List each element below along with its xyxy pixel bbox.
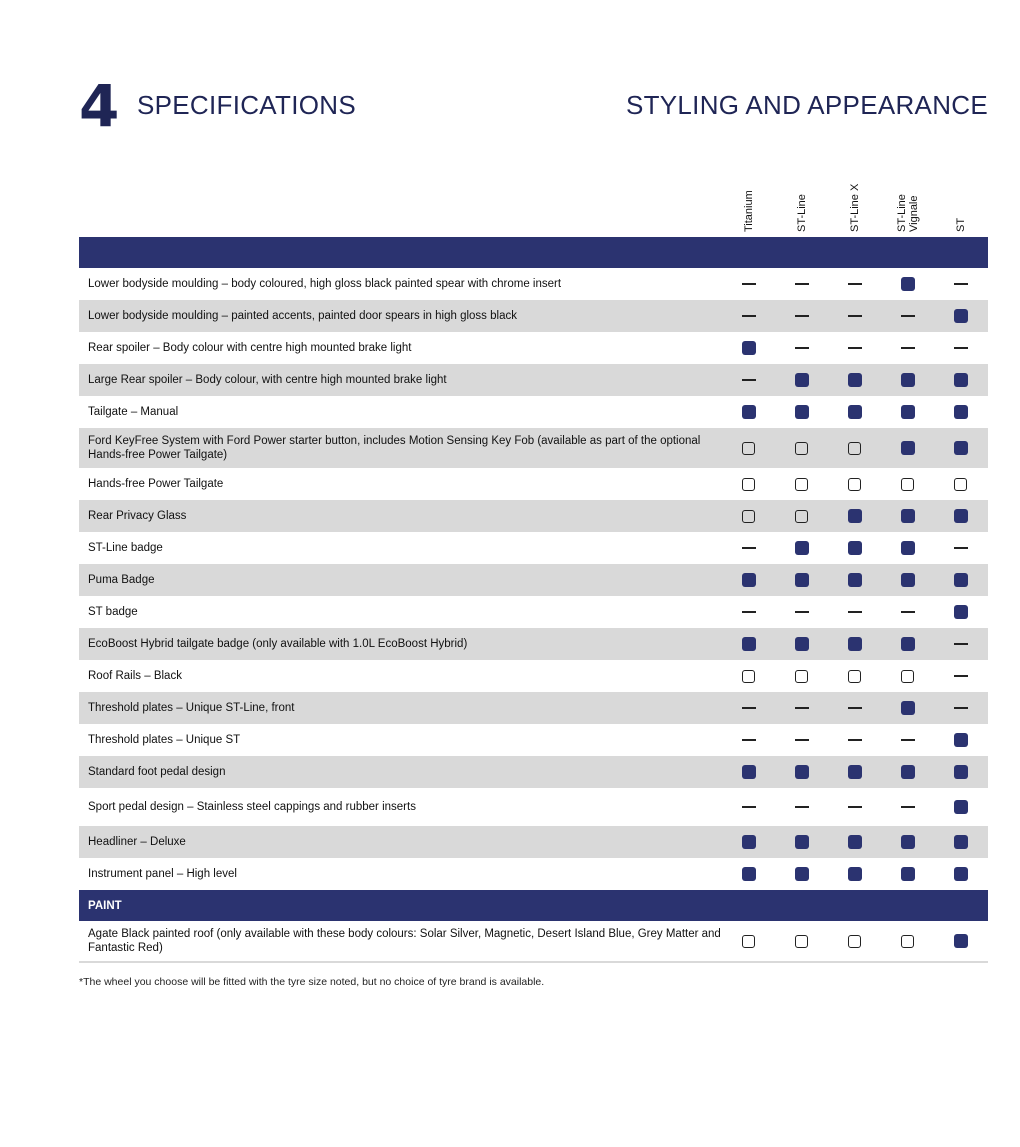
feature-label: Rear spoiler – Body colour with centre high mounted brake light (88, 342, 412, 354)
availability-cell (828, 541, 881, 555)
standard-icon (954, 800, 968, 814)
availability-cell (828, 509, 881, 523)
standard-icon (954, 573, 968, 587)
availability-cell (775, 347, 828, 349)
availability-cell (934, 765, 987, 779)
not-available-icon (795, 739, 809, 741)
availability-cell (881, 478, 934, 491)
section-number: 4 (79, 72, 118, 140)
standard-icon (742, 637, 756, 651)
not-available-icon (742, 739, 756, 741)
option-icon (742, 442, 755, 455)
availability-cell (775, 670, 828, 683)
standard-icon (901, 701, 915, 715)
column-header-label: ST-Line Vignale (895, 194, 920, 232)
not-available-icon (742, 315, 756, 317)
not-available-icon (795, 347, 809, 349)
option-icon (742, 478, 755, 491)
standard-icon (954, 867, 968, 881)
standard-icon (742, 405, 756, 419)
feature-label: Instrument panel – High level (88, 868, 237, 880)
not-available-icon (848, 739, 862, 741)
standard-icon (901, 509, 915, 523)
availability-cell (775, 405, 828, 419)
availability-cell (828, 478, 881, 491)
not-available-icon (742, 547, 756, 549)
not-available-icon (742, 611, 756, 613)
availability-cell (775, 510, 828, 523)
footnote: *The wheel you choose will be fitted with the tyre size noted, but no choice of tyre brand is available. (79, 976, 545, 988)
column-header-label: ST-Line (795, 194, 808, 232)
option-icon (901, 935, 914, 948)
availability-cell (934, 573, 987, 587)
standard-icon (848, 765, 862, 779)
availability-cell (934, 605, 987, 619)
feature-label: Headliner – Deluxe (88, 836, 186, 848)
table-row (79, 364, 988, 396)
standard-icon (901, 405, 915, 419)
availability-cell (722, 341, 775, 355)
availability-cell (722, 867, 775, 881)
table-row (79, 692, 988, 724)
not-available-icon (901, 315, 915, 317)
availability-cell (881, 806, 934, 808)
availability-cell (722, 935, 775, 948)
standard-icon (848, 637, 862, 651)
table-row (79, 468, 988, 500)
section-band (79, 237, 988, 268)
availability-cell (828, 670, 881, 683)
feature-label: Threshold plates – Unique ST (88, 734, 241, 746)
table-row (79, 756, 988, 788)
not-available-icon (795, 283, 809, 285)
not-available-icon (742, 379, 756, 381)
standard-icon (848, 835, 862, 849)
standard-icon (795, 373, 809, 387)
option-icon (848, 478, 861, 491)
option-icon (742, 935, 755, 948)
option-icon (742, 670, 755, 683)
option-icon (742, 510, 755, 523)
table-row (79, 268, 988, 300)
availability-cell (775, 315, 828, 317)
availability-cell (828, 283, 881, 285)
availability-cell (722, 806, 775, 808)
availability-cell (722, 283, 775, 285)
availability-cell (775, 541, 828, 555)
not-available-icon (954, 283, 968, 285)
table-row (79, 858, 988, 890)
option-icon (795, 478, 808, 491)
availability-cell (881, 441, 934, 455)
option-icon (795, 670, 808, 683)
availability-cell (722, 405, 775, 419)
standard-icon (795, 637, 809, 651)
feature-label: Threshold plates – Unique ST-Line, front (88, 702, 295, 714)
feature-label: Puma Badge (88, 574, 155, 586)
not-available-icon (954, 643, 968, 645)
feature-label: Roof Rails – Black (88, 670, 182, 682)
option-icon (901, 478, 914, 491)
availability-cell (775, 442, 828, 455)
option-icon (795, 442, 808, 455)
table-row (79, 826, 988, 858)
availability-cell (722, 478, 775, 491)
standard-icon (901, 835, 915, 849)
standard-icon (901, 867, 915, 881)
column-header (775, 170, 828, 234)
availability-cell (881, 611, 934, 613)
availability-cell (828, 637, 881, 651)
availability-cell (934, 347, 987, 349)
standard-icon (848, 405, 862, 419)
availability-cell (722, 315, 775, 317)
table-row (79, 921, 988, 961)
feature-label: Sport pedal design – Stainless steel cappings and rubber inserts (88, 801, 416, 813)
standard-icon (954, 765, 968, 779)
not-available-icon (795, 315, 809, 317)
availability-cell (775, 935, 828, 948)
availability-cell (934, 643, 987, 645)
availability-cell (775, 373, 828, 387)
availability-cell (722, 739, 775, 741)
standard-icon (742, 765, 756, 779)
not-available-icon (954, 707, 968, 709)
standard-icon (901, 373, 915, 387)
standard-icon (795, 765, 809, 779)
availability-cell (934, 283, 987, 285)
not-available-icon (901, 806, 915, 808)
availability-cell (934, 478, 987, 491)
page-title: STYLING AND APPEARANCE (625, 90, 988, 120)
availability-cell (722, 510, 775, 523)
section-band: PAINT (79, 890, 988, 921)
option-icon (954, 478, 967, 491)
availability-cell (934, 309, 987, 323)
availability-cell (934, 835, 987, 849)
availability-cell (881, 935, 934, 948)
availability-cell (775, 283, 828, 285)
availability-cell (881, 739, 934, 741)
standard-icon (954, 373, 968, 387)
availability-cell (775, 806, 828, 808)
not-available-icon (742, 707, 756, 709)
not-available-icon (901, 347, 915, 349)
standard-icon (795, 541, 809, 555)
availability-cell (775, 867, 828, 881)
not-available-icon (742, 283, 756, 285)
availability-cell (722, 573, 775, 587)
column-header-label: ST (954, 217, 967, 232)
not-available-icon (954, 547, 968, 549)
availability-cell (775, 611, 828, 613)
feature-label: ST badge (88, 606, 138, 618)
availability-cell (934, 675, 987, 677)
feature-label: Agate Black painted roof (only available with these body colours: Solar Silver, Magnetic, Desert Island Blue, Grey Matter and Fantastic Red) (88, 928, 721, 954)
feature-label: Ford KeyFree System with Ford Power starter button, includes Motion Sensing Key Fob (available as part of the optional Hands-free Power Tailgate) (88, 435, 701, 461)
not-available-icon (795, 611, 809, 613)
not-available-icon (848, 283, 862, 285)
not-available-icon (848, 707, 862, 709)
feature-label: Lower bodyside moulding – painted accents, painted door spears in high gloss black (88, 310, 517, 322)
availability-cell (934, 405, 987, 419)
availability-cell (881, 835, 934, 849)
standard-icon (901, 277, 915, 291)
availability-cell (881, 373, 934, 387)
availability-cell (722, 379, 775, 381)
option-icon (795, 935, 808, 948)
standard-icon (954, 509, 968, 523)
availability-cell (775, 637, 828, 651)
availability-cell (722, 442, 775, 455)
availability-cell (828, 867, 881, 881)
standard-icon (742, 867, 756, 881)
not-available-icon (901, 611, 915, 613)
availability-cell (881, 573, 934, 587)
not-available-icon (901, 739, 915, 741)
availability-cell (881, 509, 934, 523)
standard-icon (954, 309, 968, 323)
feature-label: ST-Line badge (88, 542, 163, 554)
standard-icon (742, 341, 756, 355)
standard-icon (848, 867, 862, 881)
availability-cell (934, 934, 987, 948)
standard-icon (954, 934, 968, 948)
option-icon (848, 442, 861, 455)
table-row (79, 396, 988, 428)
availability-cell (881, 765, 934, 779)
availability-cell (934, 800, 987, 814)
standard-icon (954, 605, 968, 619)
standard-icon (901, 541, 915, 555)
standard-icon (901, 441, 915, 455)
feature-label: Rear Privacy Glass (88, 510, 187, 522)
table-row (79, 788, 988, 826)
not-available-icon (795, 806, 809, 808)
column-header-label: Titanium (742, 190, 755, 232)
feature-label: Lower bodyside moulding – body coloured, high gloss black painted spear with chrome insert (88, 278, 562, 290)
availability-cell (828, 347, 881, 349)
availability-cell (934, 373, 987, 387)
availability-cell (722, 765, 775, 779)
availability-cell (828, 739, 881, 741)
not-available-icon (848, 611, 862, 613)
standard-icon (795, 835, 809, 849)
availability-cell (881, 277, 934, 291)
availability-cell (881, 541, 934, 555)
table-row (79, 532, 988, 564)
table-row (79, 628, 988, 660)
availability-cell (828, 611, 881, 613)
availability-cell (934, 867, 987, 881)
option-icon (901, 670, 914, 683)
availability-cell (775, 573, 828, 587)
feature-label: Tailgate – Manual (88, 406, 179, 418)
section-title: SPECIFICATIONS (137, 90, 356, 120)
standard-icon (742, 573, 756, 587)
availability-cell (828, 707, 881, 709)
availability-cell (775, 835, 828, 849)
not-available-icon (848, 806, 862, 808)
feature-label: Hands-free Power Tailgate (88, 478, 224, 490)
not-available-icon (954, 675, 968, 677)
column-header (934, 170, 987, 234)
availability-cell (881, 867, 934, 881)
availability-cell (881, 670, 934, 683)
standard-icon (795, 867, 809, 881)
availability-cell (881, 637, 934, 651)
availability-cell (828, 835, 881, 849)
availability-cell (722, 670, 775, 683)
standard-icon (954, 441, 968, 455)
option-icon (795, 510, 808, 523)
standard-icon (954, 405, 968, 419)
availability-cell (934, 707, 987, 709)
table-row (79, 500, 988, 532)
standard-icon (954, 733, 968, 747)
column-header (881, 170, 934, 234)
availability-cell (775, 765, 828, 779)
column-headers (722, 170, 988, 234)
availability-cell (934, 509, 987, 523)
availability-cell (775, 478, 828, 491)
availability-cell (722, 637, 775, 651)
not-available-icon (795, 707, 809, 709)
availability-cell (934, 441, 987, 455)
not-available-icon (954, 347, 968, 349)
standard-icon (848, 573, 862, 587)
availability-cell (881, 347, 934, 349)
standard-icon (795, 573, 809, 587)
column-header (828, 170, 881, 234)
availability-cell (775, 739, 828, 741)
availability-cell (828, 935, 881, 948)
availability-cell (934, 547, 987, 549)
table-row (79, 428, 988, 468)
standard-icon (901, 573, 915, 587)
page-header (79, 72, 988, 140)
availability-cell (828, 405, 881, 419)
standard-icon (901, 637, 915, 651)
standard-icon (742, 835, 756, 849)
standard-icon (848, 373, 862, 387)
column-header-label: ST-Line X (848, 183, 861, 232)
not-available-icon (848, 347, 862, 349)
standard-icon (954, 835, 968, 849)
availability-cell (828, 765, 881, 779)
standard-icon (848, 509, 862, 523)
table-row (79, 660, 988, 692)
standard-icon (848, 541, 862, 555)
standard-icon (901, 765, 915, 779)
availability-cell (881, 315, 934, 317)
availability-cell (828, 806, 881, 808)
availability-cell (828, 442, 881, 455)
not-available-icon (742, 806, 756, 808)
option-icon (848, 935, 861, 948)
standard-icon (795, 405, 809, 419)
availability-cell (722, 835, 775, 849)
table-row (79, 724, 988, 756)
availability-cell (722, 611, 775, 613)
availability-cell (934, 733, 987, 747)
column-header (722, 170, 775, 234)
availability-cell (722, 707, 775, 709)
table-row (79, 300, 988, 332)
table-row (79, 596, 988, 628)
availability-cell (722, 547, 775, 549)
availability-cell (881, 701, 934, 715)
availability-cell (881, 405, 934, 419)
feature-label: Standard foot pedal design (88, 766, 226, 778)
feature-label: EcoBoost Hybrid tailgate badge (only available with 1.0L EcoBoost Hybrid) (88, 638, 468, 650)
spec-table (79, 237, 988, 963)
availability-cell (775, 707, 828, 709)
option-icon (848, 670, 861, 683)
availability-cell (828, 373, 881, 387)
not-available-icon (848, 315, 862, 317)
availability-cell (828, 315, 881, 317)
availability-cell (828, 573, 881, 587)
table-row (79, 564, 988, 596)
table-row (79, 332, 988, 364)
feature-label: Large Rear spoiler – Body colour, with centre high mounted brake light (88, 374, 447, 386)
